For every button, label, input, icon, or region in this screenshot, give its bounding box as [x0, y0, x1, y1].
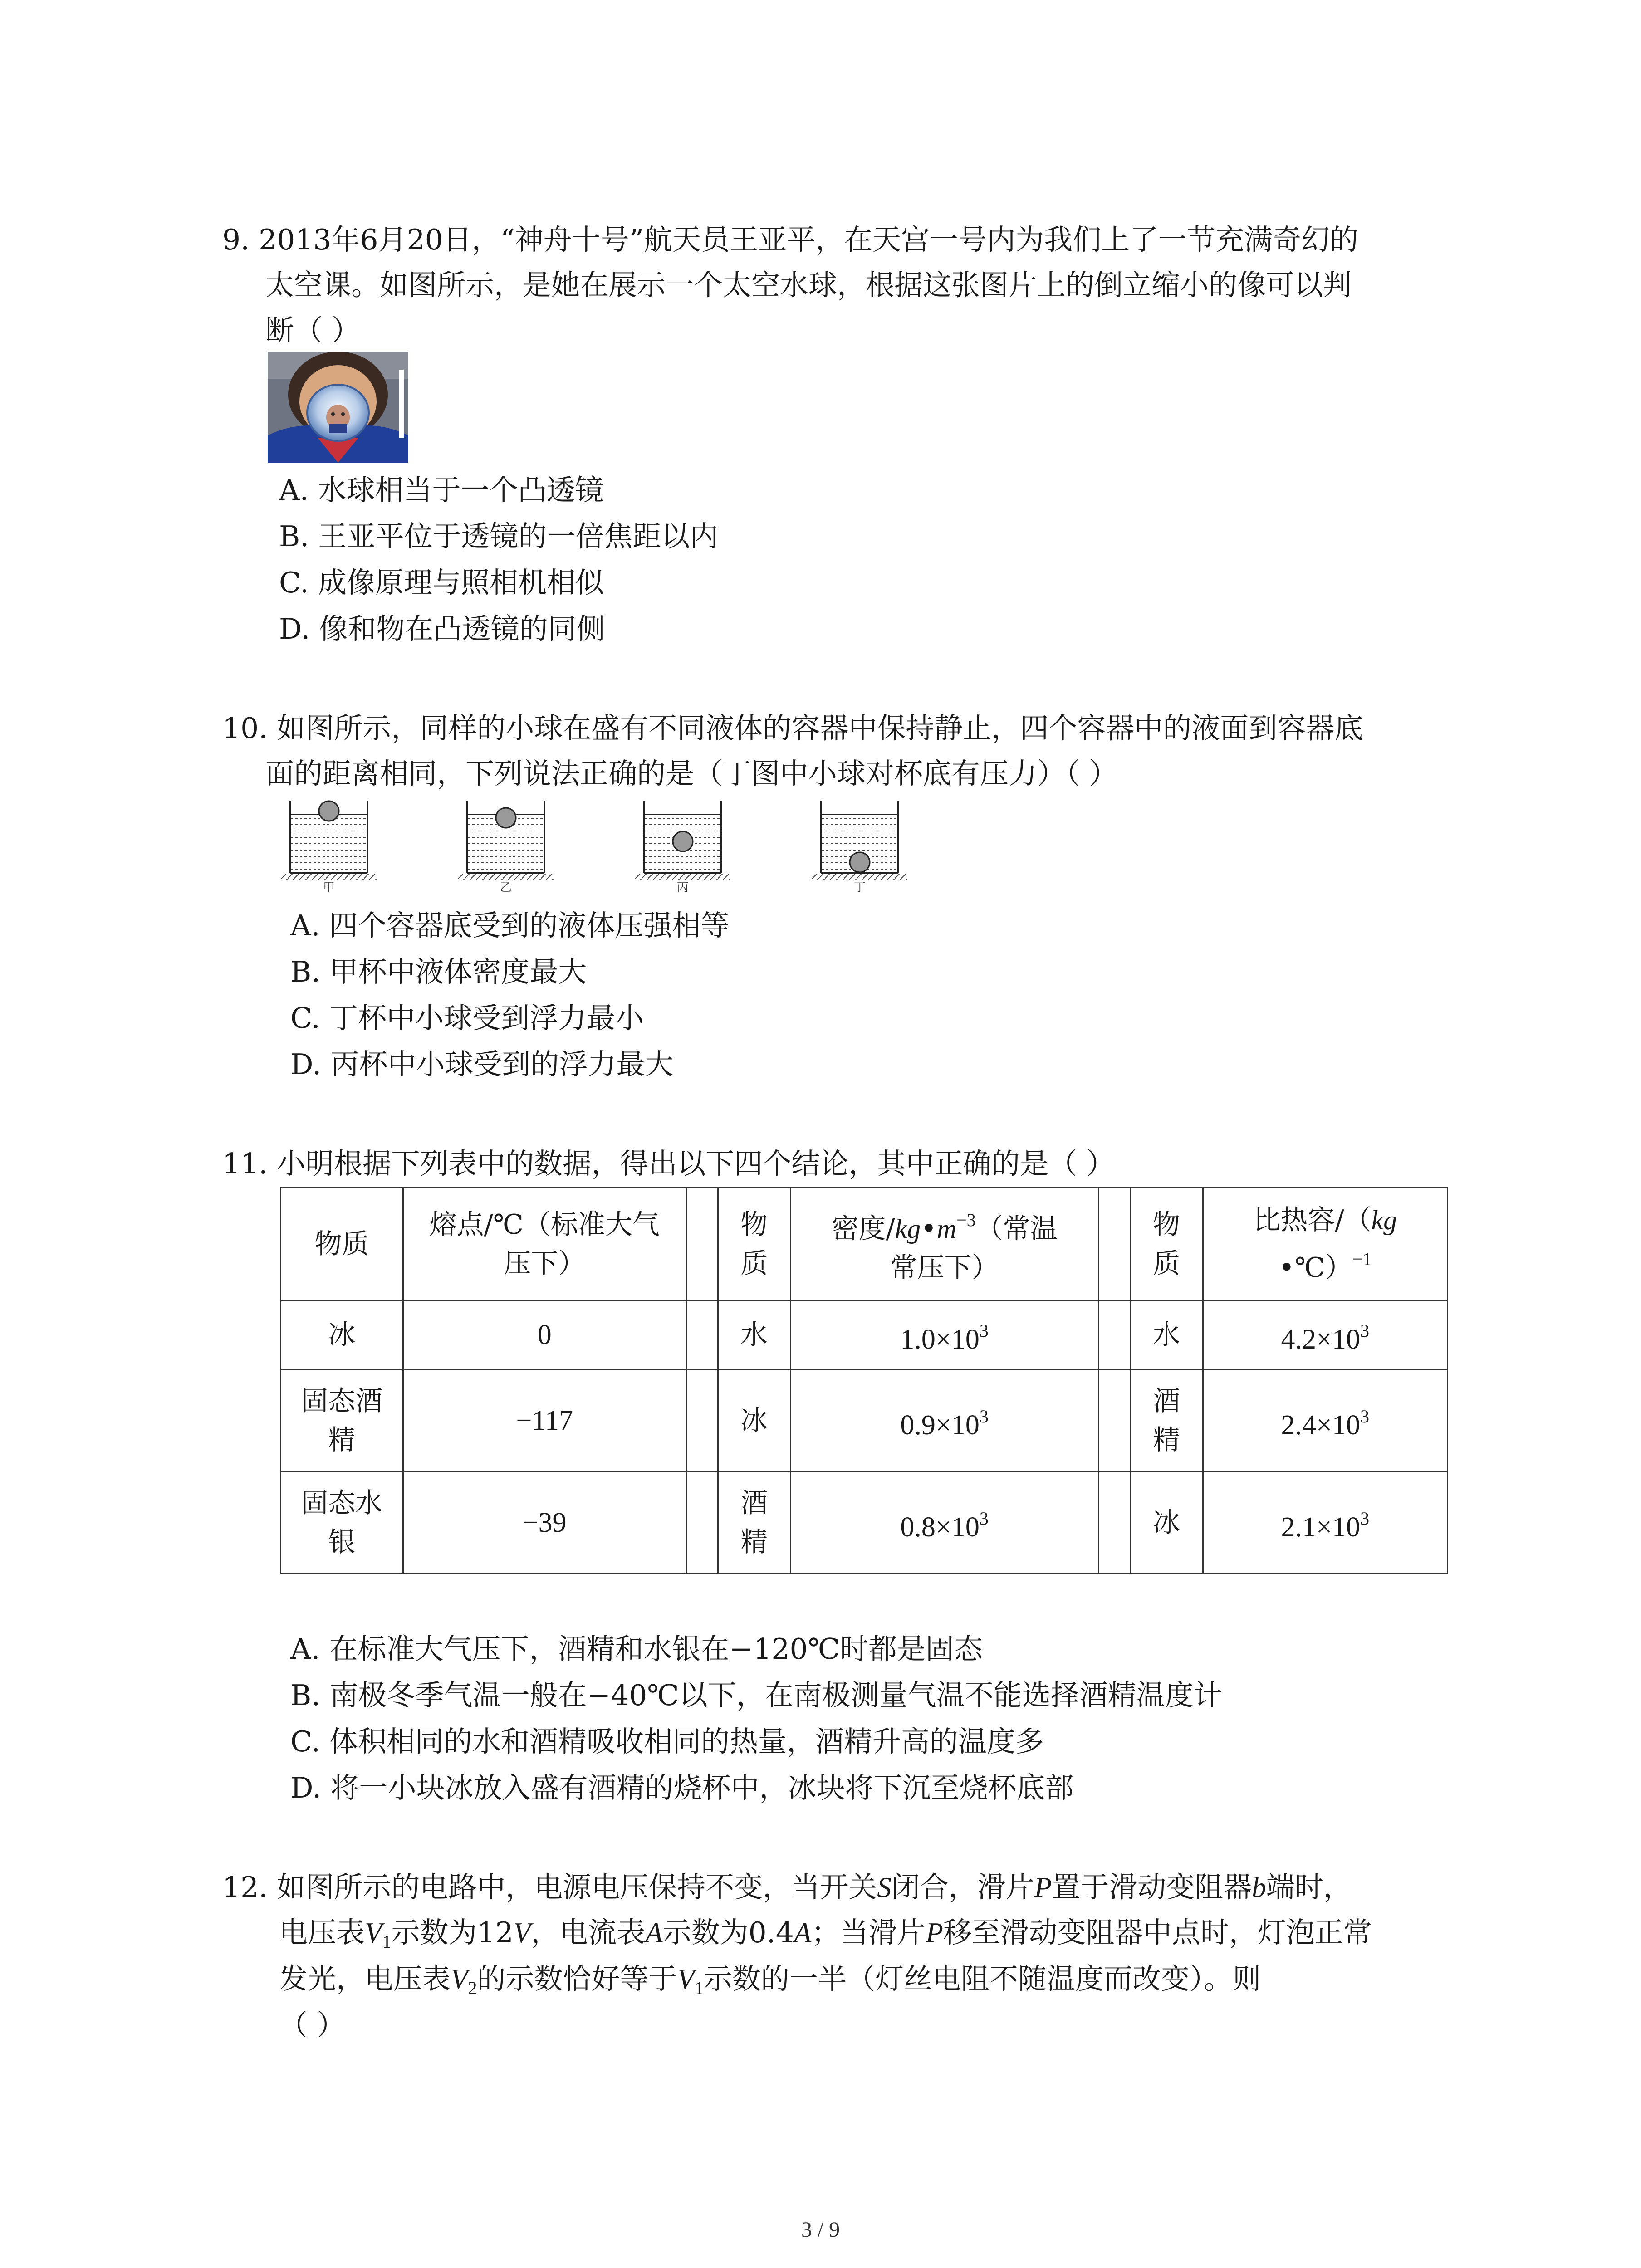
space-water-ball-photo	[268, 352, 408, 463]
cell-substance: 冰	[718, 1370, 790, 1472]
table-gap	[686, 1472, 718, 1574]
q9-line-3: 断（ ）	[265, 314, 361, 347]
table-gap	[686, 1188, 718, 1300]
header-density: 密度$/kg•m^{-3}$（常温 常压下）	[790, 1188, 1098, 1300]
cell-density: $1.0\times 10^3$	[790, 1300, 1098, 1370]
cup-label-jia: 甲	[323, 881, 335, 894]
q11-line-1: 11. 小明根据下列表中的数据，得出以下四个结论，其中正确的是（ ）	[222, 1147, 1115, 1180]
table-gap	[686, 1300, 718, 1370]
cell-substance: 固态水 银	[281, 1472, 403, 1574]
q10-option-d: D. 丙杯中小球受到的浮力最大	[290, 1048, 674, 1081]
table-gap	[1098, 1188, 1130, 1300]
header-substance-1: 物质	[281, 1188, 403, 1300]
container-yi	[458, 801, 554, 880]
table-row	[281, 1300, 1448, 1370]
table-gap	[686, 1370, 718, 1472]
cell-density: $0.8\times 10^3$	[790, 1472, 1098, 1574]
data-table	[280, 1187, 1448, 1574]
q10-option-b: B. 甲杯中液体密度最大	[290, 955, 587, 988]
cell-substance: 酒 精	[718, 1472, 790, 1574]
cell-substance: 水	[1130, 1300, 1203, 1370]
cell-substance: 水	[718, 1300, 790, 1370]
table-gap	[1098, 1370, 1130, 1472]
cup-label-bing: 丙	[676, 881, 689, 894]
header-melting-point: 熔点/℃（标准大气 压下）	[403, 1188, 686, 1300]
table-row	[281, 1370, 1448, 1472]
cell-specific-heat: $4.2\times 10^3$	[1203, 1300, 1447, 1370]
cell-substance: 固态酒 精	[281, 1370, 403, 1472]
header-substance-3: 物 质	[1130, 1188, 1203, 1300]
q9-option-a: A. 水球相当于一个凸透镜	[279, 474, 604, 507]
cell-density: $0.9\times 10^3$	[790, 1370, 1098, 1472]
q11-option-d: D. 将一小块冰放入盛有酒精的烧杯中，冰块将下沉至烧杯底部	[290, 1771, 1074, 1804]
header-specific-heat: 比热容/（kg •℃）$^{-1}$	[1203, 1188, 1447, 1300]
cell-melting-point: 0	[403, 1300, 686, 1370]
page-number: 3 / 9	[801, 2218, 840, 2242]
q11-option-c: C. 体积相同的水和酒精吸收相同的热量，酒精升高的温度多	[290, 1725, 1044, 1758]
container-ding	[812, 801, 907, 880]
table-gap	[1098, 1472, 1130, 1574]
q9-option-b: B. 王亚平位于透镜的一倍焦距以内	[279, 520, 719, 553]
table-gap	[1098, 1300, 1130, 1370]
cup-label-yi: 乙	[500, 881, 512, 894]
q9-line-1: 9. 2013年6月20日，“神舟十号”航天员王亚平，在天宫一号内为我们上了一节充满奇幻的	[222, 223, 1359, 256]
q9-option-c: C. 成像原理与照相机相似	[279, 566, 604, 599]
q11-option-b: B. 南极冬季气温一般在−40℃以下，在南极测量气温不能选择酒精温度计	[290, 1679, 1222, 1712]
container-bing	[635, 801, 730, 880]
table-row	[281, 1472, 1448, 1574]
cup-label-ding: 丁	[853, 881, 866, 894]
q9-option-d: D. 像和物在凸透镜的同侧	[279, 612, 605, 645]
header-substance-2: 物 质	[718, 1188, 790, 1300]
q11-option-a: A. 在标准大气压下，酒精和水银在−120℃时都是固态	[290, 1633, 983, 1666]
q12-line-1: 12. 如图所示的电路中，电源电压保持不变，当开关S闭合，滑片P置于滑动变阻器b端时，	[222, 1871, 1352, 1904]
q10-line-1: 10. 如图所示，同样的小球在盛有不同液体的容器中保持静止，四个容器中的液面到容器底	[222, 712, 1363, 745]
cell-substance: 酒 精	[1130, 1370, 1203, 1472]
cell-substance: 冰	[281, 1300, 403, 1370]
q12-line-3: 发光，电压表$V_2$的示数恰好等于$V_1$示数的一半（灯丝电阻不随温度而改变）。则	[279, 1962, 1261, 1998]
table-header-row	[281, 1188, 1448, 1300]
cell-melting-point: −117	[403, 1370, 686, 1472]
cell-melting-point: −39	[403, 1472, 686, 1574]
q10-option-a: A. 四个容器底受到的液体压强相等	[290, 909, 730, 942]
cell-substance: 冰	[1130, 1472, 1203, 1574]
q12-line-2: 电压表$V_1$示数为12V，电流表A示数为0.4A；当滑片P移至滑动变阻器中点时，灯泡正常	[279, 1916, 1372, 1952]
q9-line-2: 太空课。如图所示，是她在展示一个太空水球，根据这张图片上的倒立缩小的像可以判	[265, 269, 1352, 302]
q10-option-c: C. 丁杯中小球受到浮力最小	[290, 1002, 644, 1035]
q10-line-2: 面的距离相同，下列说法正确的是（丁图中小球对杯底有压力）（ ）	[265, 757, 1118, 790]
cell-specific-heat: $2.1\times 10^3$	[1203, 1472, 1447, 1574]
four-containers-figure	[281, 796, 916, 894]
cell-specific-heat: $2.4\times 10^3$	[1203, 1370, 1447, 1472]
container-jia	[281, 801, 377, 880]
q12-line-4: （ ）	[279, 2009, 346, 2042]
